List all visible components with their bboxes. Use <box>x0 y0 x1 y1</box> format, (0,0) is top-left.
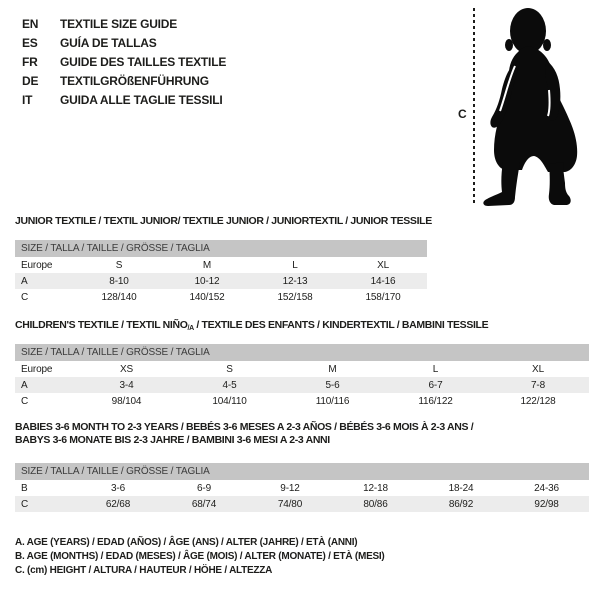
table-cell: M <box>328 363 337 375</box>
section-title-babies-line2: BABYS 3-6 MONATE BIS 2-3 JAHRE / BAMBINI 3-6 MESI A 2-3 ANNI <box>15 434 330 446</box>
table-cell: 10-12 <box>194 275 220 287</box>
table-cell: 86/92 <box>448 498 474 510</box>
section-title-junior: JUNIOR TEXTILE / TEXTIL JUNIOR/ TEXTILE JUNIOR / JUNIORTEXTIL / JUNIOR TESSILE <box>15 215 432 227</box>
table-cell: 74/80 <box>277 498 303 510</box>
table-row <box>15 393 589 409</box>
table-cell: 12-13 <box>282 275 308 287</box>
table-cell: 7-8 <box>531 379 546 391</box>
table-cell: XS <box>119 363 134 375</box>
table-cell: 24-36 <box>534 482 559 494</box>
table-cell: Europe <box>21 363 53 375</box>
table-cell: L <box>292 259 298 271</box>
measurement-legend <box>15 536 385 578</box>
language-code: EN <box>22 16 39 31</box>
height-marker-dashed-line <box>473 8 475 206</box>
table-cell: 62/68 <box>105 498 131 510</box>
table-cell: 158/170 <box>365 291 401 303</box>
legend-line-age-months: B. AGE (MONTHS) / EDAD (MESES) / ÂGE (MOIS) / ALTER (MONATE) / ETÀ (MESI) <box>15 551 385 562</box>
language-label: GUIDA ALLE TAGLIE TESSILI <box>60 92 223 107</box>
table-cell: 8-10 <box>109 275 129 287</box>
size-table-children <box>15 344 589 409</box>
table-cell: 122/128 <box>520 395 556 407</box>
language-code: DE <box>22 73 39 88</box>
list-item <box>22 71 226 90</box>
table-row <box>15 289 427 305</box>
table-cell: 4-5 <box>222 379 237 391</box>
table-cell: B <box>21 482 28 494</box>
table-cell: 104/110 <box>212 395 247 407</box>
language-label: GUIDE DES TAILLES TEXTILE <box>60 54 227 69</box>
table-cell: C <box>21 395 29 407</box>
table-cell: 128/140 <box>101 291 137 303</box>
table-cell: 98/104 <box>111 395 142 407</box>
section-title-children-subscript: /A <box>187 325 194 332</box>
table-cell: A <box>21 275 28 287</box>
section-title-children-text: CHILDREN'S TEXTILE / TEXTIL NIÑO <box>15 319 188 331</box>
language-code: FR <box>22 54 38 69</box>
table-cell: 5-6 <box>325 379 340 391</box>
table-cell: 140/152 <box>189 291 225 303</box>
table-cell: A <box>21 379 28 391</box>
legend-line-height: C. (cm) HEIGHT / ALTURA / HAUTEUR / HÖHE / ALTEZZA <box>15 565 273 576</box>
table-row <box>15 496 589 512</box>
language-label: TEXTILGRÖßENFÜHRUNG <box>60 73 209 88</box>
table-row <box>15 480 589 496</box>
list-item <box>22 52 226 71</box>
table-cell: 3-6 <box>110 482 125 494</box>
table-cell: S <box>226 363 233 375</box>
table-cell: 6-9 <box>196 482 211 494</box>
table-cell: XL <box>377 259 389 271</box>
language-code: ES <box>22 35 38 50</box>
baby-silhouette-icon <box>478 6 590 208</box>
table-row <box>15 257 427 273</box>
language-label: TEXTILE SIZE GUIDE <box>60 16 178 31</box>
table-cell: 92/98 <box>534 498 559 510</box>
table-header-sizes: SIZE / TALLA / TAILLE / GRÖSSE / TAGLIA <box>15 463 589 480</box>
language-label: GUÍA DE TALLAS <box>60 35 157 50</box>
section-title-children <box>15 319 488 332</box>
table-cell: 116/122 <box>418 395 453 407</box>
table-row <box>15 377 589 393</box>
table-cell: C <box>21 291 29 303</box>
table-cell: 3-4 <box>119 379 134 391</box>
table-cell: 68/74 <box>191 498 217 510</box>
size-table-babies <box>15 463 589 512</box>
table-cell: XL <box>532 363 544 375</box>
list-item <box>22 90 226 109</box>
table-header-sizes: SIZE / TALLA / TAILLE / GRÖSSE / TAGLIA <box>15 240 427 257</box>
table-cell: 110/116 <box>315 395 350 407</box>
table-cell: 152/158 <box>277 291 313 303</box>
table-header-sizes: SIZE / TALLA / TAILLE / GRÖSSE / TAGLIA <box>15 344 589 361</box>
table-row <box>15 361 589 377</box>
table-cell: S <box>115 259 123 271</box>
language-title-list <box>22 14 226 109</box>
table-row <box>15 273 427 289</box>
size-table-junior <box>15 240 427 305</box>
list-item <box>22 14 226 33</box>
table-cell: 9-12 <box>280 482 300 494</box>
table-cell: M <box>202 259 212 271</box>
height-marker-label: C <box>458 107 467 121</box>
language-code: IT <box>22 92 33 107</box>
table-cell: C <box>21 498 29 510</box>
table-cell: 14-16 <box>370 275 396 287</box>
legend-line-age-years: A. AGE (YEARS) / EDAD (AÑOS) / ÂGE (ANS) / ALTER (JAHRE) / ETÀ (ANNI) <box>15 537 358 548</box>
section-title-babies-line1: BABIES 3-6 MONTH TO 2-3 YEARS / BEBÉS 3-6 MESES A 2-3 AÑOS / BÉBÉS 3-6 MOIS À 2-3 ANS / <box>15 421 474 433</box>
table-cell: 80/86 <box>363 498 388 510</box>
table-cell: 12-18 <box>363 482 388 494</box>
table-cell: L <box>432 363 439 375</box>
table-cell: 18-24 <box>448 482 474 494</box>
table-cell: 6-7 <box>428 379 443 391</box>
table-cell: Europe <box>21 259 53 271</box>
list-item <box>22 33 226 52</box>
section-title-children-text: / TEXTILE DES ENFANTS / KINDERTEXTIL / BAMBINI TESSILE <box>193 319 489 331</box>
